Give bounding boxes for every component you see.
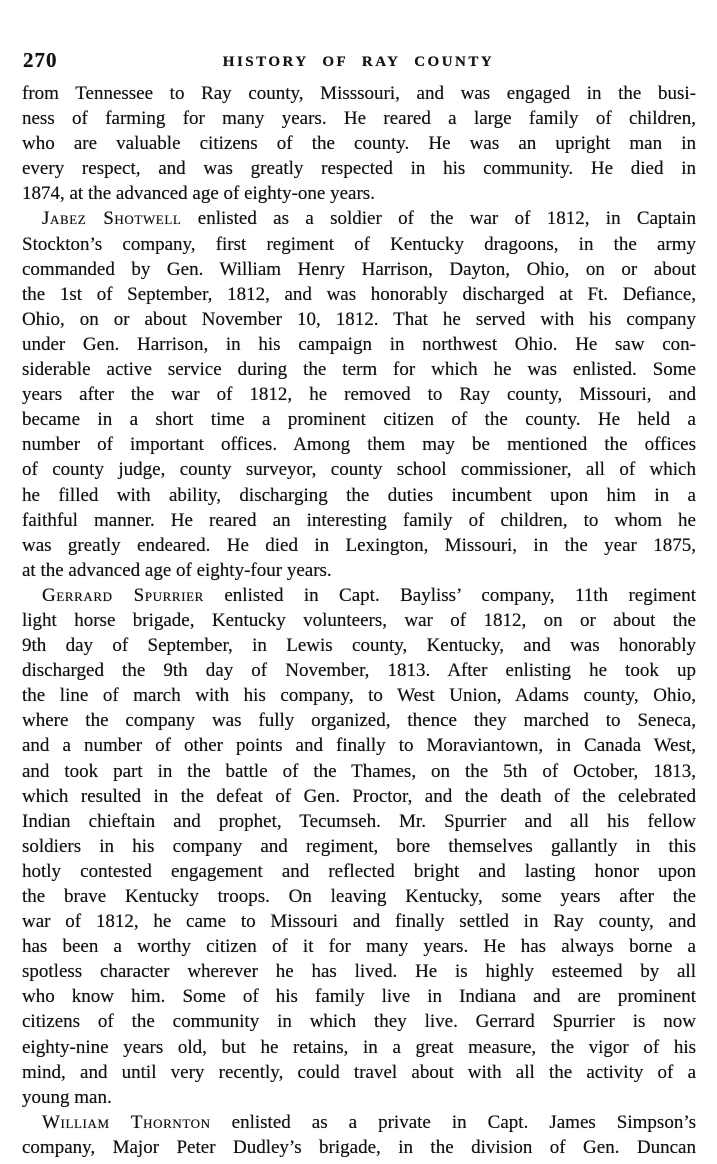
text-line: discharged the 9th day of November, 1813. After enlisting he took up <box>22 660 696 682</box>
text-line: of county judge, county surveyor, county school commissioner, all of which <box>22 459 696 481</box>
text-line: the brave Kentucky troops. On leaving Kentucky, some years after the <box>22 886 696 907</box>
page-number: 270 <box>23 48 58 72</box>
paragraph <box>22 583 696 1110</box>
text-line: William Thornton enlisted as a private in Capt. James Simpson’s <box>42 1111 696 1133</box>
person-name: William Thornton <box>42 1111 211 1133</box>
text-line: was greatly endeared. He died in Lexington, Missouri, in the year 1875, <box>22 534 696 556</box>
running-header: HISTORY OF RAY COUNTY <box>222 54 495 70</box>
text-line: mind, and until very recently, could travel about with all the activity of a <box>22 1061 696 1083</box>
paragraph <box>22 206 696 582</box>
text-line: light horse brigade, Kentucky volunteers, war of 1812, on or about the <box>22 609 696 631</box>
person-name: Gerrard Spurrier <box>42 584 204 606</box>
text-line: soldiers in his company and regiment, bore themselves gallantly in this <box>22 835 696 857</box>
text-line: he filled with ability, discharging the duties incumbent upon him in a <box>22 484 696 506</box>
text-line: eighty-nine years old, but he retains, in a great measure, the vigor of his <box>22 1036 696 1058</box>
text-line: every respect, and was greatly respected in his community. He died in <box>22 158 696 180</box>
text-line: and took part in the battle of the Thames, on the 5th of October, 1813, <box>22 760 696 782</box>
text-line: the line of march with his company, to West Union, Adams county, Ohio, <box>22 685 696 707</box>
text-line: spotless character wherever he has lived. He is highly esteemed by all <box>22 961 696 983</box>
text-line: commanded by Gen. William Henry Harrison, Dayton, Ohio, on or about <box>22 258 696 280</box>
page-body <box>22 81 696 1160</box>
text-line: war of 1812, he came to Missouri and finally settled in Ray county, and <box>22 911 696 933</box>
text-line: Indian chieftain and prophet, Tecumseh. Mr. Spurrier and all his fellow <box>22 810 696 832</box>
text-line: from Tennessee to Ray county, Misssouri, and was engaged in the busi- <box>22 83 696 104</box>
text-line: Ohio, on or about November 10, 1812. That he served with his company <box>22 308 696 330</box>
text-line: number of important offices. Among them may be mentioned the offices <box>22 434 696 456</box>
text-line: young man. <box>22 1086 112 1108</box>
text-line: became in a short time a prominent citizen of the county. He held a <box>22 409 696 431</box>
paragraph <box>22 81 696 206</box>
paragraph <box>22 1110 696 1160</box>
text-line: the 1st of September, 1812, and was honorably discharged at Ft. Defiance, <box>22 283 696 305</box>
text-line: at the advanced age of eighty-four years. <box>22 559 332 581</box>
page-header <box>0 0 717 80</box>
text-line: siderable active service during the term for which he was enlisted. Some <box>22 359 696 381</box>
text-line: who are valuable citizens of the county. He was an upright man in <box>22 133 696 155</box>
text-line: faithful manner. He reared an interesting family of children, to whom he <box>22 509 696 531</box>
text-line: has been a worthy citizen of it for many years. He has always borne a <box>22 936 696 958</box>
text-line: and a number of other points and finally to Moraviantown, in Canada West, <box>22 735 696 757</box>
text-line: years after the war of 1812, he removed to Ray county, Missouri, and <box>22 384 696 406</box>
text-line: ness of farming for many years. He reared a large family of children, <box>22 108 696 130</box>
text-line: where the company was fully organized, thence they marched to Seneca, <box>22 710 696 732</box>
text-line: Gerrard Spurrier enlisted in Capt. Bayliss’ company, 11th regiment <box>42 584 696 606</box>
text-line: Stockton’s company, first regiment of Kentucky dragoons, in the army <box>22 233 696 255</box>
text-line: company, Major Peter Dudley’s brigade, in the division of Gen. Duncan <box>22 1136 696 1158</box>
text-line: Jabez Shotwell enlisted as a soldier of the war of 1812, in Captain <box>42 208 696 230</box>
text-line: who know him. Some of his family live in Indiana and are prominent <box>22 986 696 1008</box>
person-name: Jabez Shotwell <box>42 208 182 230</box>
text-line: hotly contested engagement and reflected bright and lasting honor upon <box>22 860 696 882</box>
text-line: citizens of the community in which they live. Gerrard Spurrier is now <box>22 1011 696 1033</box>
text-line: under Gen. Harrison, in his campaign in northwest Ohio. He saw con- <box>22 333 696 355</box>
text-line: which resulted in the defeat of Gen. Proctor, and the death of the celebrated <box>22 785 696 807</box>
text-line: 1874, at the advanced age of eighty-one years. <box>22 183 375 205</box>
text-line: 9th day of September, in Lewis county, Kentucky, and was honorably <box>22 635 696 657</box>
